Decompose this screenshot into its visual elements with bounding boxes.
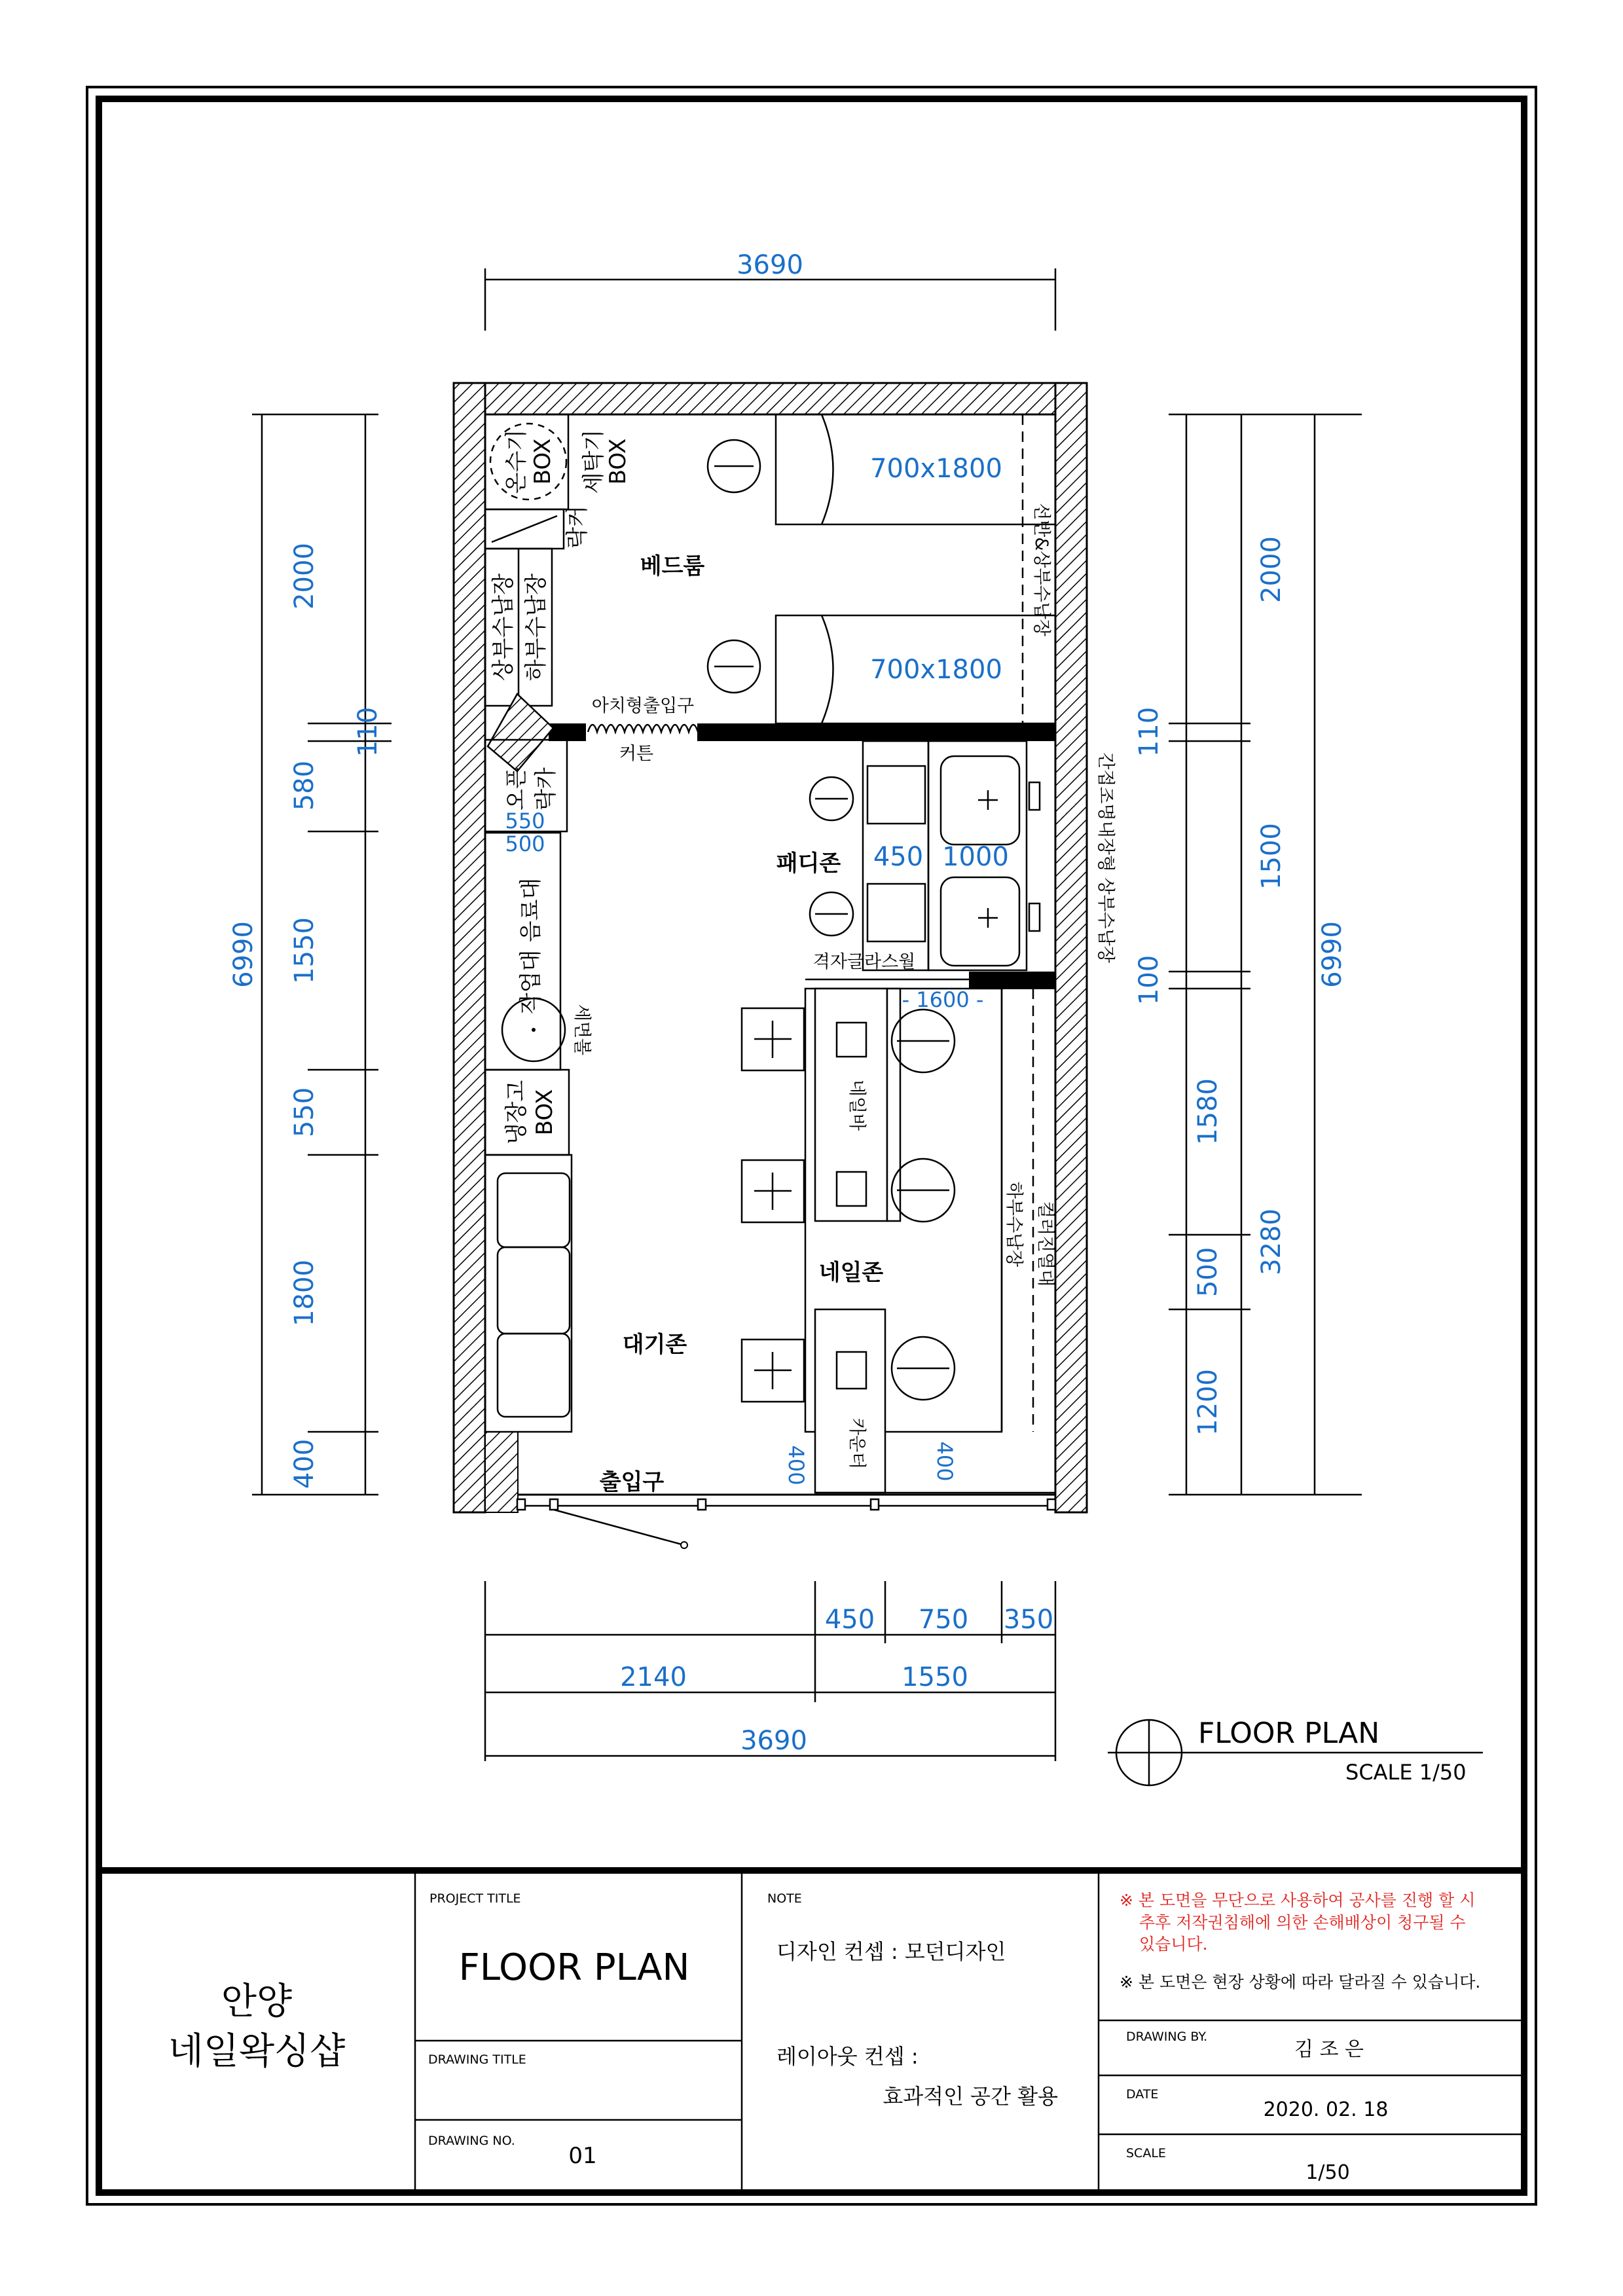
lower-storage-label: 하부수납장 [523, 573, 549, 682]
right-dim-2000: 2000 [1256, 536, 1286, 603]
bottom-dimensions [485, 1581, 1055, 1761]
drawing-by: 김 조 은 [1294, 2038, 1364, 2061]
right-dim-1500: 1500 [1256, 823, 1286, 890]
right-dim-1200: 1200 [1193, 1369, 1223, 1436]
fridge-box-label: BOX [532, 1089, 558, 1136]
note-layout-concept: 레이아웃 컨셉 : [776, 2044, 919, 2069]
dim-1600: - 1600 - [902, 987, 984, 1012]
arch-entry [588, 696, 698, 764]
dim-1000: 1000 [942, 842, 1009, 872]
bottom-dim-1550: 1550 [902, 1662, 968, 1692]
left-dimensions [228, 414, 392, 1495]
water-heater-label: 온수기 [503, 429, 530, 494]
scale: 1/50 [1305, 2161, 1350, 2184]
warning-line-2: 추후 저작권침해에 의한 손해배상이 청구될 수 [1139, 1913, 1466, 1932]
top-dimension [485, 250, 1055, 331]
left-dim-6990: 6990 [228, 921, 259, 988]
dim-450: 450 [873, 842, 924, 872]
washer-label: 세탁기 [581, 429, 607, 494]
bedroom [485, 414, 1055, 771]
note-label: NOTE [767, 1891, 802, 1906]
grid-glass-wall-label: 격자글라스월 [812, 952, 916, 972]
right-dim-100: 100 [1134, 955, 1164, 1006]
wash-bowl-label: 세면볼 [572, 1004, 592, 1056]
waiting-zone [485, 1155, 687, 1432]
open-rack-label: 오픈 [503, 767, 530, 811]
client-name-line-1: 안양 [221, 1980, 293, 2023]
washer-box-label: BOX [605, 438, 631, 485]
note-layout-concept-2: 효과적인 공간 활용 [883, 2084, 1058, 2109]
top-dim-3690: 3690 [737, 250, 803, 280]
floor-plan-mark-title: FLOOR PLAN [1198, 1717, 1380, 1750]
water-heater-box-label: BOX [530, 438, 556, 485]
nail-table-label: 네일바 [847, 1079, 867, 1131]
work-table-label: 작업대 [518, 949, 544, 1015]
bottom-dim-750: 750 [918, 1605, 969, 1635]
bottom-dim-2140: 2140 [620, 1662, 687, 1692]
project-title-label: PROJECT TITLE [429, 1891, 521, 1906]
drawing-no: 01 [568, 2143, 597, 2169]
upper-storage-label: 상부수납장 [490, 573, 517, 682]
nail-zone [742, 979, 1055, 1493]
left-dim-400: 400 [289, 1438, 319, 1489]
entrance-label: 출입구 [599, 1469, 665, 1495]
waiting-zone-label: 대기존 [622, 1332, 687, 1358]
floor-plan-mark-scale: SCALE 1/50 [1345, 1760, 1467, 1785]
dim-550: 550 [505, 809, 545, 833]
drink-table-label: 음료대 [518, 877, 544, 943]
shelf-upper-storage-label: 선반&상부수납장 [1031, 503, 1051, 636]
warning-line-3: 있습니다. [1139, 1935, 1208, 1954]
partition-wall-lower [969, 972, 1055, 989]
client-name-line-2: 네일왁싱샵 [168, 2030, 346, 2073]
right-dim-6990: 6990 [1317, 921, 1347, 988]
drawing-no-label: DRAWING NO. [428, 2134, 515, 2148]
partition-wall-upper [697, 723, 1055, 741]
dim-400-a: 400 [784, 1445, 809, 1485]
left-dim-110: 110 [353, 706, 383, 757]
right-dim-110: 110 [1134, 706, 1164, 757]
rack-label: 락커 [564, 505, 591, 549]
bed-2-size: 700x1800 [870, 655, 1002, 685]
bottom-dim-450: 450 [824, 1605, 875, 1635]
lower-storage-right-label: 하부수납장 [1004, 1181, 1024, 1267]
date-label: DATE [1126, 2087, 1159, 2102]
bottom-dim-3690: 3690 [740, 1726, 807, 1756]
open-rack-label-2: 락카 [533, 767, 559, 811]
dim-500: 500 [505, 831, 545, 856]
scale-label: SCALE [1126, 2146, 1166, 2160]
fridge-label: 냉장고 [503, 1080, 530, 1145]
left-dim-580: 580 [289, 760, 319, 811]
left-dim-1550: 1550 [289, 917, 319, 984]
right-dim-500: 500 [1193, 1247, 1223, 1298]
right-dim-3280: 3280 [1256, 1209, 1286, 1275]
bedroom-label: 베드룸 [640, 553, 705, 579]
partition-wall-upper-left [549, 723, 586, 741]
arch-entry-label: 아치형출입구 [591, 696, 695, 716]
right-dim-1580: 1580 [1193, 1078, 1223, 1145]
drawing-by-label: DRAWING BY. [1126, 2030, 1208, 2044]
project-title: FLOOR PLAN [458, 1946, 690, 1989]
pedi-zone-label: 패디존 [776, 850, 841, 877]
left-wall-fixtures [485, 740, 592, 1155]
left-dim-1800: 1800 [289, 1260, 319, 1326]
warning-line-1: ※ 본 도면을 무단으로 사용하여 공사를 진행 할 시 [1120, 1891, 1476, 1910]
indirect-light-storage-label: 간접조명내장형 상부수납장 [1095, 752, 1116, 963]
left-dim-550: 550 [289, 1087, 319, 1138]
date: 2020. 02. 18 [1263, 2098, 1389, 2121]
site-notice: ※ 본 도면은 현장 상황에 따라 달라질 수 있습니다. [1120, 1973, 1481, 1992]
left-dim-2000: 2000 [289, 543, 319, 610]
color-shelf-label: 컬러진열대 [1035, 1201, 1055, 1287]
nail-zone-label: 네일존 [818, 1260, 884, 1286]
right-dimensions [1134, 414, 1362, 1495]
dim-400-b: 400 [932, 1441, 957, 1482]
counter-label: 카운터 [847, 1417, 867, 1470]
curtain-label: 커튼 [619, 744, 654, 764]
title-block [168, 1870, 1524, 2193]
note-design-concept: 디자인 컨셉 : 모던디자인 [776, 1939, 1006, 1964]
bed-1-size: 700x1800 [870, 454, 1002, 484]
floor-plan-mark [1108, 1717, 1483, 1785]
bottom-dim-350: 350 [1003, 1605, 1054, 1635]
drawing-title-label: DRAWING TITLE [428, 2052, 526, 2067]
